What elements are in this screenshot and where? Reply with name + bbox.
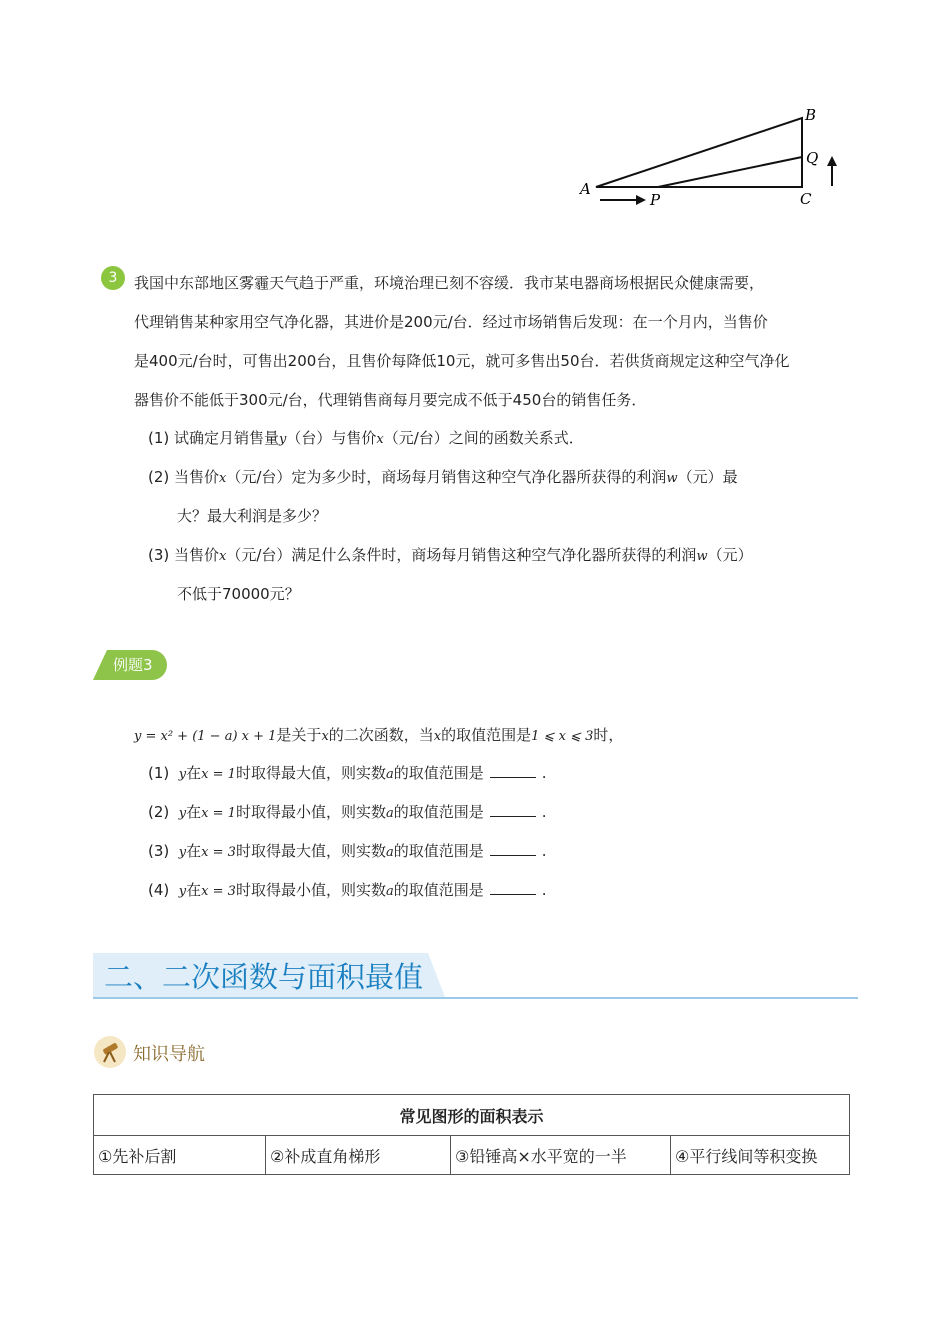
q3-text: （元/台）满足什么条件时，商场每月销售这种空气净化器所获得的利润 [226,546,697,564]
q1-text: （元/台）之间的函数关系式． [383,429,584,447]
segment-pq [658,157,802,187]
question-3-cont: 不低于70000元？ [177,585,300,603]
table-cell: ②补成直角梯形 [266,1136,451,1175]
question-2 [148,467,738,489]
question-1 [148,428,584,450]
answer-blank[interactable] [490,802,536,817]
question-2-cont: 大？最大利润是多少？ [177,507,328,525]
q2-text: （元）最 [677,468,738,486]
label-a: A [580,180,591,198]
q2-var-w: w [666,471,678,486]
q1-var-y: y [279,432,287,447]
example-tag: 例题3 [107,650,167,680]
stem-text: 时， [593,726,624,744]
label-p: P [650,191,661,209]
function-expression: y = x² + (1 − a) x + 1 [134,729,277,744]
q1-text: (1) 试确定月销售量 [148,429,280,447]
example-tag-left [93,650,107,680]
q2-text: （元/台）定为多少时，商场每月销售这种空气净化器所获得的利润 [226,468,667,486]
arrow-q-head [827,156,837,166]
q3-text: （元） [707,546,753,564]
q2-var-x: x [219,471,227,486]
table-row [94,1136,850,1175]
table-cell: ①先补后割 [94,1136,266,1175]
answer-blank[interactable] [490,880,536,895]
knowledge-nav-title: 知识导航 [133,1044,205,1065]
q3-var-x: x [219,549,227,564]
problem-number-badge: 3 [101,266,125,290]
example-item: (3) y在x = 3时取得最大值，则实数a的取值范围是 . [148,842,547,860]
example-item: (4) y在x = 3时取得最小值，则实数a的取值范围是 . [148,881,547,899]
example-stem [134,725,623,747]
table-cell: ④平行线间等积变换 [671,1136,850,1175]
stem-text: 的取值范围是 [441,726,532,744]
stem-line: 我国中东部地区雾霾天气趋于严重，环境治理已刻不容缓．我市某电器商场根据民众健康需要， [134,274,765,292]
q1-text: （台）与售价 [286,429,377,447]
stem-var: x [433,729,442,744]
label-c: C [800,190,812,208]
q3-var-w: w [696,549,708,564]
table-header-row [94,1095,850,1136]
question-3 [148,545,753,567]
stem-line: 代理销售某种家用空气净化器，其进价是200元/台．经过市场销售后发现：在一个月内，当售价 [134,313,768,331]
problem-stem [134,273,790,429]
arrow-p-head [636,195,646,205]
q2-text: (2) 当售价 [148,468,220,486]
table-cell: ③铅锤高×水平宽的一半 [451,1136,671,1175]
triangle-abc [596,118,802,187]
stem-var: x [321,729,329,744]
area-table [93,1094,850,1175]
q1-var-x: x [376,432,384,447]
answer-blank[interactable] [490,841,536,856]
stem-line: 器售价不能低于300元/台，代理销售商每月要完成不低于450台的销售任务． [134,391,647,409]
range-expression: 1 ⩽ x ⩽ 3 [531,729,594,744]
answer-blank[interactable] [490,763,536,778]
label-b: B [805,106,817,124]
triangle-figure [570,100,850,220]
example-item: (2) y在x = 1时取得最小值，则实数a的取值范围是 . [148,803,547,821]
label-q: Q [806,149,819,167]
stem-line: 是400元/台时，可售出200台，且售价每降低10元，就可多售出50台．若供货商规定这种空气净化 [134,352,790,370]
stem-text: 是关于 [276,726,322,744]
table-header: 常见图形的面积表示 [94,1095,850,1136]
section-title: 二、二次函数与面积最值 [104,960,424,994]
telescope-icon [93,1035,127,1069]
example-item: (1) y在x = 1时取得最大值，则实数a的取值范围是 . [148,764,547,782]
q3-text: (3) 当售价 [148,546,220,564]
stem-text: 的二次函数，当 [328,726,434,744]
